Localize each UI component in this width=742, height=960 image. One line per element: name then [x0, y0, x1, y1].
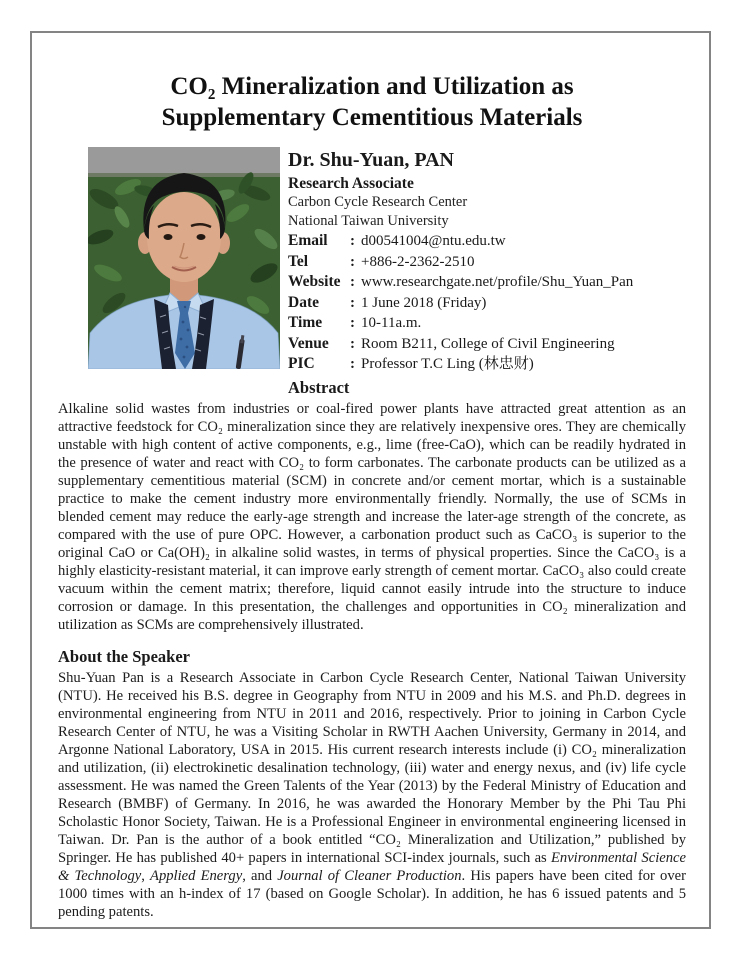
tel-value: +886-2-2362-2510 [361, 253, 475, 270]
about-speaker-heading: About the Speaker [58, 646, 191, 666]
speaker-affiliation-center: Carbon Cycle Research Center [288, 194, 468, 210]
contact-row-venue: Venue : Room B211, College of Civil Engineering [288, 334, 686, 355]
time-label: Time [288, 314, 323, 331]
email-value: d00541004@ntu.edu.tw [361, 233, 506, 249]
flyer-content [58, 31, 686, 921]
pic-label: PIC [288, 355, 315, 372]
contact-row-tel: Tel : +886-2-2362-2510 [288, 252, 686, 273]
contact-row-time: Time : 10-11a.m. [288, 313, 686, 334]
title-line-1: CO₂ Mineralization and Utilization as [170, 73, 574, 100]
speaker-photo [88, 147, 280, 369]
speaker-portrait-illustration [88, 147, 280, 369]
pic-value: Professor T.C Ling (林忠财) [361, 356, 534, 372]
speaker-affiliation-university: National Taiwan University [288, 213, 449, 229]
speaker-position: Research Associate [288, 175, 414, 192]
venue-value: Room B211, College of Civil Engineering [361, 335, 615, 352]
website-label: Website [288, 273, 341, 290]
speaker-header-row [58, 147, 686, 398]
speaker-info [288, 147, 686, 398]
tel-label: Tel [288, 252, 309, 270]
date-label: Date [288, 293, 319, 311]
abstract-heading: Abstract [288, 377, 350, 397]
email-label: Email [288, 232, 328, 249]
contact-row-email: Email : d00541004@ntu.edu.tw [288, 231, 686, 252]
time-value: 10-11a.m. [361, 315, 422, 331]
venue-label: Venue [288, 334, 329, 352]
contact-row-date: Date : 1 June 2018 (Friday) [288, 293, 686, 314]
page-title [58, 71, 686, 133]
title-line-2: Supplementary Cementitious Materials [161, 104, 583, 131]
website-value: www.researchgate.net/profile/Shu_Yuan_Pan [361, 274, 634, 290]
date-value: 1 June 2018 (Friday) [361, 294, 487, 311]
about-speaker-text: Shu-Yuan Pan is a Research Associate in Carbon Cycle Research Center, National Taiwan University (NTU). He received his B.S. degree in Geography from NTU in 2009 and his M.S. and Ph.D. degrees in environmental engineering from NTU in 2011 and 2016, respectively. Prior to joining in Carbon Cycle Research Center of NTU, he was a Visiting Scholar in RWTH Aachen University, Germany in 2014, and Argonne National Laboratory, USA in 2015. His current research interests include (i) CO₂ mineralization and utilization, (ii) electrokinetic desalination technology, (iii) water and energy nexus, and (iv) life cycle assessment. He was named the Green Talents of the Year (2013) by the Federal Ministry of Education and Research (BMBF) of Germany. In 2016, he was awarded the Honorary Member by the Phi Tau Phi Scholastic Honor Society, Taiwan. He is a Professional Engineer in environmental engineering licensed in Taiwan. Dr. Pan is the author of a book entitled “CO₂ Mineralization and Utilization,” published by Springer. He has published 40+ papers in international SCI-index journals, such as Environmental Science & Technology, Applied Energy, and Journal of Cleaner Production. His papers have been cited for over 1000 times with an h-index of 17 (based on Google Scholar). In addition, he has 6 issued patents and 5 pending patents. [58, 669, 686, 920]
speaker-name: Dr. Shu-Yuan, PAN [288, 149, 454, 171]
abstract-text: Alkaline solid wastes from industries or coal-fired power plants have attracted great attention as an attractive feedstock for CO₂ mineralization since they are relatively inexpensive ores. They are chemically unstable with high content of active components, e.g., lime (free-CaO), which can be readily hydrated in the presence of water and react with CO₂ to form carbonates. The carbonate products can be utilized as a supplementary cementitious material (SCM) in concrete and/or cement mortar, which is a sustainable practice to make the cement industry more environmentally friendly. Normally, the use of SCMs in blended cement may reduce the early-age strength and increase the later-age strength of the concrete, as compared with the use of pure OPC. However, a carbonation product such as CaCO₃ is superior to the original CaO or Ca(OH)₂ in alkaline solid wastes, in terms of physical properties. Since the CaCO₃ is a highly elasticity-resistant material, it can improve early strength of cement mortar. CaCO₃ also could create vacuum within the cement matrix; therefore, liquid cannot easily intrude into the structure to induce corrosion or damage. In this presentation, the challenges and opportunities in CO₂ mineralization and utilization as SCMs are comprehensively illustrated. [58, 400, 686, 633]
contact-row-pic: PIC : Professor T.C Ling (林忠财) [288, 354, 686, 375]
contact-row-website: Website : www.researchgate.net/profile/Shu_Yuan_Pan [288, 272, 686, 293]
